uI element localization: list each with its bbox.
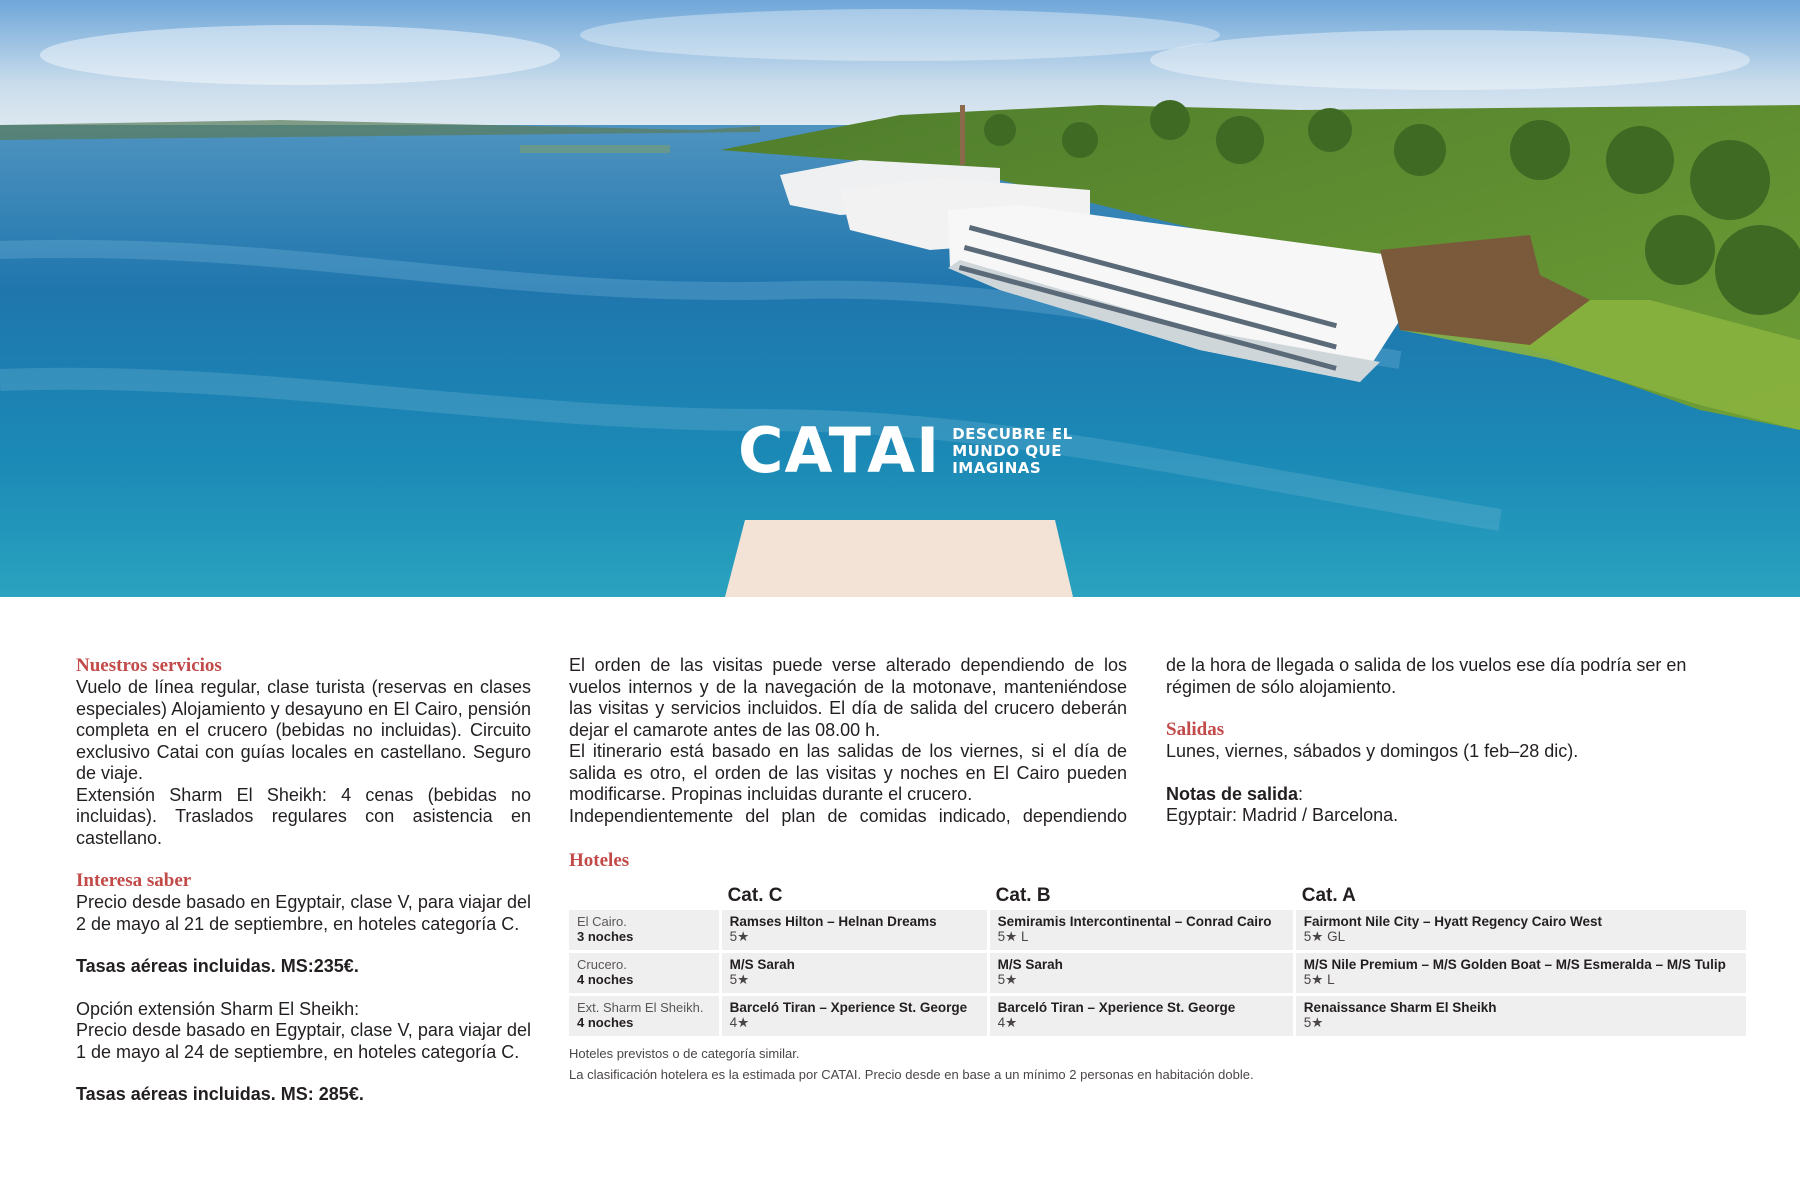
header-cat-a: Cat. A [1301,885,1356,906]
hoteles-heading: Hoteles [569,850,630,871]
column-middle [569,655,1127,827]
hotels-notes [569,1043,1749,1085]
notas-colon: : [1298,783,1304,804]
hotel-rating: 5★ GL [1303,929,1346,944]
hotel-name: Renaissance Sharm El Sheikh [1303,1000,1497,1015]
header-cat-b: Cat. B [995,885,1051,906]
row-nights: 4 noches [577,1015,634,1030]
row-label [569,910,719,950]
hotel-cell [990,910,1293,950]
salidas-heading: Salidas [1166,719,1225,740]
servicios-text: Vuelo de línea regular, clase turista (reservas en clases especiales) Alojamiento y desayuno en El Cairo, pensión completa en el crucero (bebidas no incluidas). Circuito exclusivo Catai con guías locales en castellano. Seguro de viaje. [76,677,531,783]
interesa-heading: Interesa saber [76,870,192,891]
row-nights: 3 noches [577,929,634,944]
hotel-name: Semiramis Intercontinental – Conrad Cairo [997,914,1272,929]
hotel-cell [1296,953,1746,993]
tasas-text-1: Tasas aéreas incluidas. MS:235€. [76,956,359,976]
hotel-cell [1296,910,1746,950]
hotel-cell [722,910,987,950]
hotel-name: M/S Sarah [997,957,1063,972]
hotel-cell [990,953,1293,993]
hotel-name: Fairmont Nile City – Hyatt Regency Cairo West [1303,914,1603,929]
hotel-rating: 5★ [1303,1015,1324,1030]
table-row [569,953,1746,993]
hotel-rating: 4★ [729,1015,750,1030]
hotels-note-1: Hoteles previstos o de categoría similar. [569,1046,800,1061]
hotel-cell [1296,996,1746,1036]
row-nights: 4 noches [577,972,634,987]
notas-line [1166,784,1726,806]
precio-text-1: Precio desde basado en Egyptair, clase V, para viajar del 2 de mayo al 21 de septiembre, en hoteles categoría C. [76,892,531,934]
row-place: El Cairo. [577,914,627,929]
row-label [569,953,719,993]
table-row [569,910,1746,950]
column-left [76,655,531,1106]
hotels-header-row [569,885,1746,907]
tasas-text-2: Tasas aéreas incluidas. MS: 285€. [76,1084,364,1104]
extension-text: Extensión Sharm El Sheikh: 4 cenas (bebidas no incluidas). Traslados regulares con asistencia en castellano. [76,784,531,848]
brand-name: CATAI [738,414,941,487]
row-place: Ext. Sharm El Sheikh. [577,1000,704,1015]
catai-logo [738,414,1082,487]
hotel-name: M/S Sarah [729,957,795,972]
column-right [1166,655,1726,827]
hotel-cell [722,953,987,993]
comidas-text: Independientemente del plan de comidas indicado, dependiendo [569,805,1127,826]
notas-text: Egyptair: Madrid / Barcelona. [1166,805,1399,825]
hotel-name: Barceló Tiran – Xperience St. George [729,1000,968,1015]
hotel-cell [722,996,987,1036]
itinerario-text: El itinerario está basado en las salidas de los viernes, si el día de salida es otro, el orden de las visitas y noches en El Cairo pueden modificarse. Propinas incluidas durante el crucero. [569,741,1127,804]
precio-text-2: Precio desde basado en Egyptair, clase V, para viajar del 1 de mayo al 24 de septiembre, en hoteles categoría C. [76,1020,531,1062]
opcion-title: Opción extensión Sharm El Sheikh: [76,998,360,1019]
salidas-text: Lunes, viernes, sábados y domingos (1 feb–28 dic). [1166,741,1579,761]
hotels-table [566,882,1749,1039]
hotels-note-2: La clasificación hotelera es la estimada por CATAI. Precio desde en base a un mínimo 2 personas en habitación doble. [569,1067,1254,1082]
hotel-rating: 5★ L [997,929,1029,944]
hotel-rating: 5★ [997,972,1018,987]
hotel-name: Barceló Tiran – Xperience St. George [997,1000,1236,1015]
row-place: Crucero. [577,957,627,972]
table-row [569,996,1746,1036]
hotel-cell [990,996,1293,1036]
hotel-name: M/S Nile Premium – M/S Golden Boat – M/S Esmeralda – M/S Tulip [1303,957,1726,972]
servicios-heading: Nuestros servicios [76,655,222,676]
hotel-rating: 5★ [729,972,750,987]
notas-heading: Notas de salida [1166,783,1299,804]
hotel-name: Ramses Hilton – Helnan Dreams [729,914,937,929]
hotel-rating: 4★ [997,1015,1018,1030]
brand-tagline: DESCUBRE EL MUNDO QUE IMAGINAS [952,424,1073,477]
header-cat-c: Cat. C [727,885,783,906]
hero-photo [0,0,1800,597]
hotel-rating: 5★ [729,929,750,944]
nile-cruise-illustration [0,0,1800,597]
comidas-continued-text: de la hora de llegada o salida de los vuelos ese día podría ser en régimen de sólo alojamiento. [1166,655,1687,697]
hotel-rating: 5★ L [1303,972,1335,987]
row-label [569,996,719,1036]
hotels-section [569,850,1749,1085]
orden-text: El orden de las visitas puede verse alterado dependiendo de los vuelos internos y de la navegación de la motonave, manteniéndose las visitas y servicios incluidos. El día de salida del crucero deberán dejar el camarote antes de las 08.00 h. [569,655,1127,740]
